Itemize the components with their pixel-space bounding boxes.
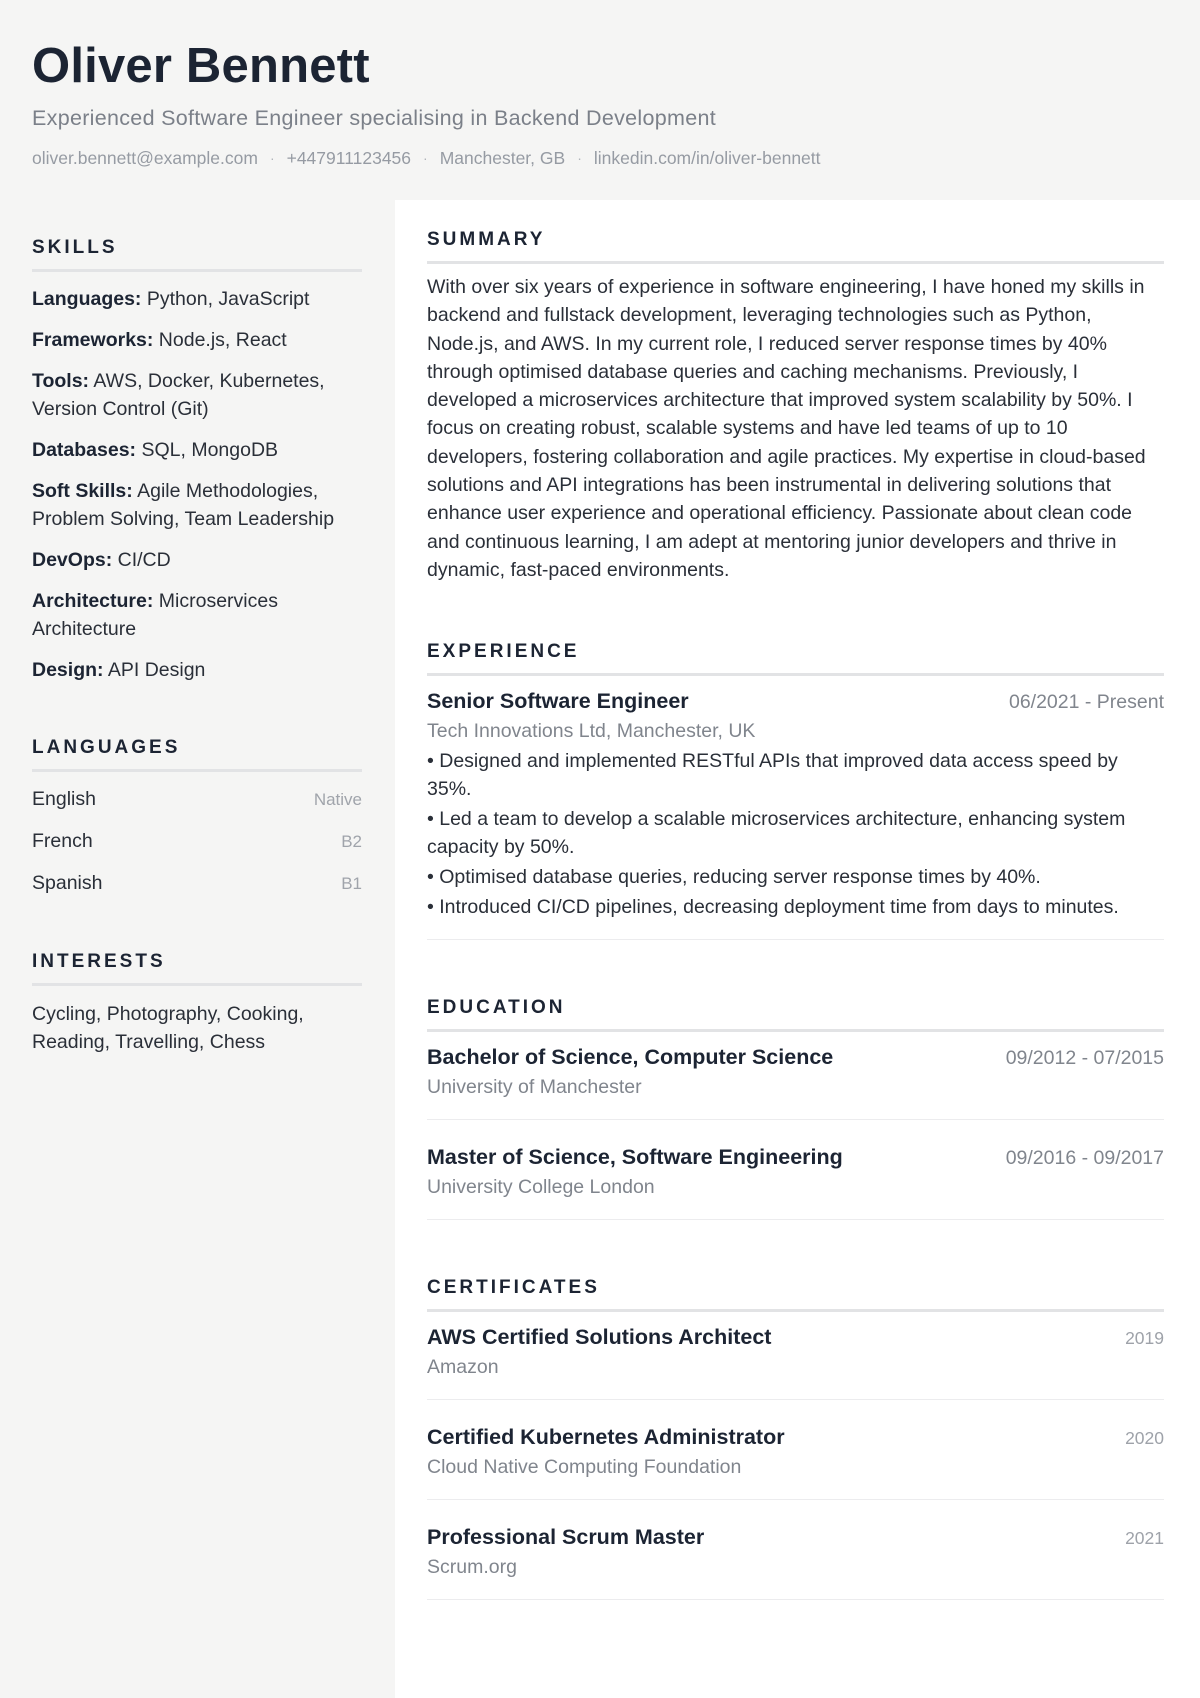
certificate-year: 2021 (1125, 1528, 1164, 1549)
certificates-section (427, 1276, 1164, 1600)
skill-value: SQL, MongoDB (136, 439, 279, 461)
skill-label: DevOps: (32, 549, 113, 571)
education-entry (427, 1120, 1164, 1220)
skill-value: Node.js, React (153, 329, 287, 351)
job-company: Tech Innovations Ltd, Manchester, UK (427, 720, 756, 743)
skill-label: Languages: (32, 288, 142, 310)
skill-value: Microservices Architecture (32, 590, 278, 640)
main-content (395, 200, 1200, 1698)
list-item: • Introduced CI/CD pipelines, decreasing deployment time from days to minutes. (427, 896, 1119, 919)
certificate-issuer: Cloud Native Computing Foundation (427, 1456, 742, 1479)
section-title-education: EDUCATION (427, 996, 1164, 1032)
education-entry (427, 1032, 1164, 1120)
skill-item (32, 285, 362, 313)
degree-dates: 09/2016 - 09/2017 (1005, 1147, 1164, 1170)
degree-dates: 09/2012 - 07/2015 (1005, 1047, 1164, 1070)
person-name: Oliver Bennett (32, 39, 370, 93)
skill-value: AWS, Docker, Kubernetes, Version Control (Git) (32, 370, 325, 420)
degree-title: Master of Science, Software Engineering (427, 1145, 843, 1170)
section-title-summary: SUMMARY (427, 228, 1164, 264)
language-level: B2 (341, 832, 362, 851)
skill-item (32, 656, 362, 684)
skill-item (32, 326, 362, 354)
sidebar (0, 200, 395, 1698)
institution: University College London (427, 1176, 655, 1199)
degree-title: Bachelor of Science, Computer Science (427, 1045, 834, 1070)
job-dates: 06/2021 - Present (1008, 691, 1164, 714)
language-row (32, 827, 362, 856)
skill-value: Agile Methodologies, Problem Solving, Team Leadership (32, 480, 335, 530)
certificate-year: 2020 (1125, 1428, 1164, 1449)
contact-separator: · (423, 150, 428, 166)
tagline: Experienced Software Engineer specialising in Backend Development (32, 106, 716, 130)
section-title-experience: EXPERIENCE (427, 640, 1164, 676)
certificate-entry (427, 1312, 1164, 1400)
certificate-entry (427, 1400, 1164, 1500)
skill-item (32, 546, 362, 574)
education-section (427, 996, 1164, 1220)
list-item: • Optimised database queries, reducing server response times by 40%. (427, 866, 1041, 889)
resume-header (0, 0, 1200, 200)
language-level: B1 (341, 874, 362, 893)
interests-text: Cycling, Photography, Cooking, Reading, Travelling, Chess (32, 1003, 304, 1053)
section-title-skills: SKILLS (32, 236, 362, 272)
section-title-languages: LANGUAGES (32, 736, 362, 772)
section-title-certificates: CERTIFICATES (427, 1276, 1164, 1312)
list-item: • Led a team to develop a scalable microservices architecture, enhancing system capacity by 50%. (427, 808, 1126, 859)
skill-item (32, 367, 362, 423)
certificate-title: AWS Certified Solutions Architect (427, 1325, 772, 1350)
phone-link[interactable]: +447911123456 (286, 148, 412, 168)
certificate-entry (427, 1500, 1164, 1600)
list-item: • Designed and implemented RESTful APIs that improved data access speed by 35%. (427, 750, 1118, 801)
contact-bar (32, 146, 1168, 170)
skill-label: Tools: (32, 370, 90, 392)
language-level: Native (313, 790, 362, 809)
skill-value: CI/CD (112, 549, 171, 571)
skill-value: Python, JavaScript (141, 288, 310, 310)
skill-label: Soft Skills: (32, 480, 133, 502)
skill-item (32, 587, 362, 643)
institution: University of Manchester (427, 1076, 642, 1099)
email-link[interactable]: oliver.bennett@example.com (32, 148, 258, 168)
contact-separator: · (269, 150, 275, 166)
summary-text: With over six years of experience in software engineering, I have honed my skills in backend and fullstack development, leveraging technologies such as Python, Node.js, and AWS. In my current role, I reduced server response times by 40% through optimised database queries and caching mechanisms. Previously, I developed a microservices architecture that improved system scalability by 50%. I focus on creating robust, scalable systems and have led teams of up to 10 developers, fostering collaboration and agile practices. My expertise in cloud-based solutions and API integrations has been instrumental in delivering solutions that enhance user experience and operational efficiency. Passionate about clean code and continuous learning, I am adept at mentoring junior developers and thrive in dynamic, fast-paced environments. (427, 276, 1146, 581)
skills-section (32, 236, 362, 684)
languages-section (32, 736, 362, 898)
summary-section (427, 228, 1164, 584)
location: Manchester, GB (439, 148, 566, 168)
skill-label: Design: (32, 659, 104, 681)
experience-entry (427, 676, 1164, 940)
skill-label: Databases: (32, 439, 137, 461)
skill-label: Frameworks: (32, 329, 154, 351)
language-name: English (32, 788, 96, 810)
language-row (32, 869, 362, 898)
skill-item (32, 436, 362, 464)
certificate-title: Professional Scrum Master (427, 1525, 705, 1550)
skill-item (32, 477, 362, 533)
certificate-title: Certified Kubernetes Administrator (427, 1425, 785, 1450)
contact-separator: · (577, 150, 582, 166)
job-bullets (427, 747, 1164, 921)
language-name: French (32, 830, 93, 852)
language-name: Spanish (32, 872, 103, 894)
certificate-issuer: Scrum.org (427, 1556, 517, 1579)
skill-label: Architecture: (32, 590, 154, 612)
language-row (32, 785, 362, 814)
skill-value: API Design (103, 659, 206, 681)
section-title-interests: INTERESTS (32, 950, 362, 986)
experience-section (427, 640, 1164, 940)
job-title: Senior Software Engineer (427, 689, 689, 714)
certificate-issuer: Amazon (427, 1356, 499, 1379)
linkedin-link[interactable]: linkedin.com/in/oliver-bennett (593, 148, 821, 168)
interests-section (32, 950, 362, 1056)
certificate-year: 2019 (1125, 1328, 1164, 1349)
